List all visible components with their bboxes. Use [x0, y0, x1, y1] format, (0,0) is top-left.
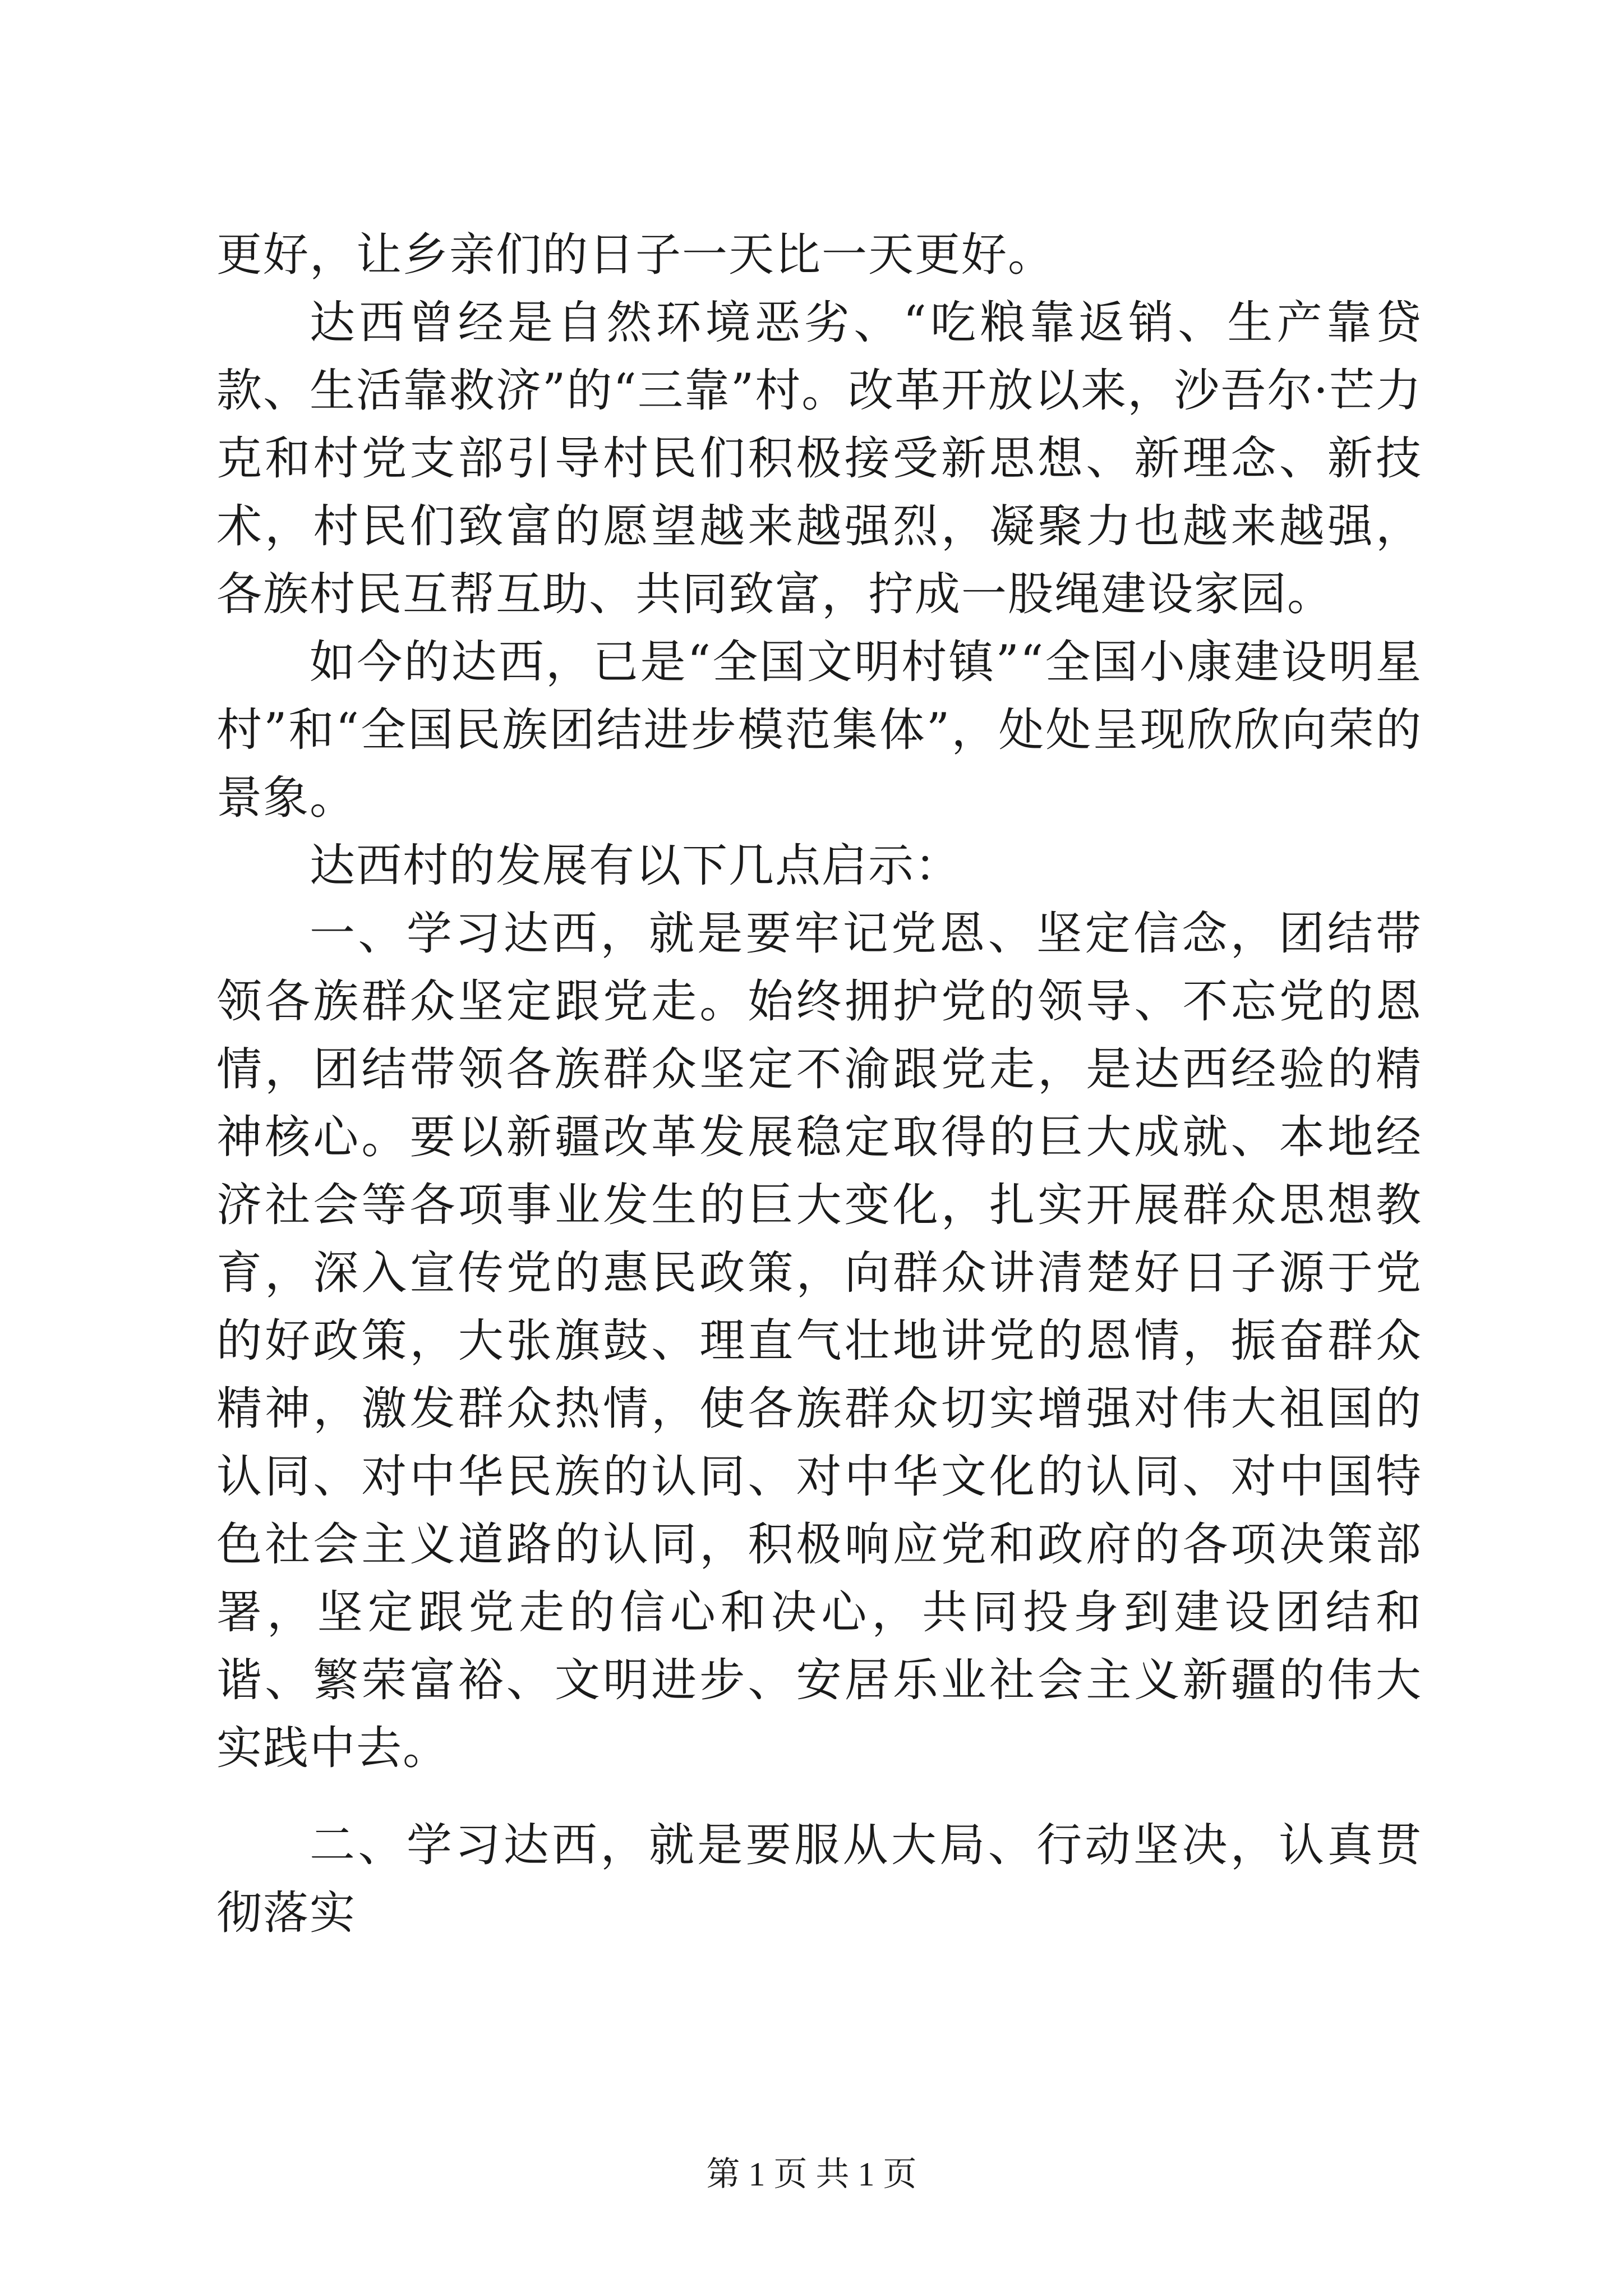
- body-text: [216, 222, 1422, 1948]
- paragraph-lesson-one: 一、学习达西，就是要牢记党恩、坚定信念，团结带领各族群众坚定跟党走。始终拥护党的领导、不忘党的恩情，团结带领各族群众坚定不渝跟党走，是达西经验的精神核心。要以新疆改革发展稳定取得的巨大成就、本地经济社会等各项事业发生的巨大变化，扎实开展群众思想教育，深入宣传党的惠民政策，向群众讲清楚好日子源于党的好政策，大张旗鼓、理直气壮地讲党的恩情，振奋群众精神，激发群众热情，使各族群众切实增强对伟大祖国的认同、对中华民族的认同、对中华文化的认同、对中国特色社会主义道路的认同，积极响应党和政府的各项决策部署，坚定跟党走的信心和决心，共同投身到建设团结和谐、繁荣富裕、文明进步、安居乐业社会主义新疆的伟大实践中去。: [216, 908, 1422, 1775]
- paragraph-lessons-intro: 达西村的发展有以下几点启示：: [310, 840, 962, 892]
- page-footer: 第 1 页 共 1 页: [706, 2156, 917, 2193]
- paragraph-history: 达西曾经是自然环境恶劣、“吃粮靠返销、生产靠贷款、生活靠救济”的“三靠”村。改革开放以来，沙吾尔·芒力克和村党支部引导村民们积极接受新思想、新理念、新技术，村民们致富的愿望越来越强烈，凝聚力也越来越强，各族村民互帮互助、共同致富，拧成一股绳建设家园。: [216, 297, 1422, 621]
- paragraph-lesson-two: 二、学习达西，就是要服从大局、行动坚决，认真贯彻落实: [216, 1819, 1422, 1940]
- paragraph-honors: 如今的达西，已是“全国文明村镇”“全国小康建设明星村”和“全国民族团结进步模范集体”，处处呈现欣欣向荣的景象。: [216, 636, 1422, 825]
- paragraph-continuation: 更好，让乡亲们的日子一天比一天更好。: [216, 229, 1055, 282]
